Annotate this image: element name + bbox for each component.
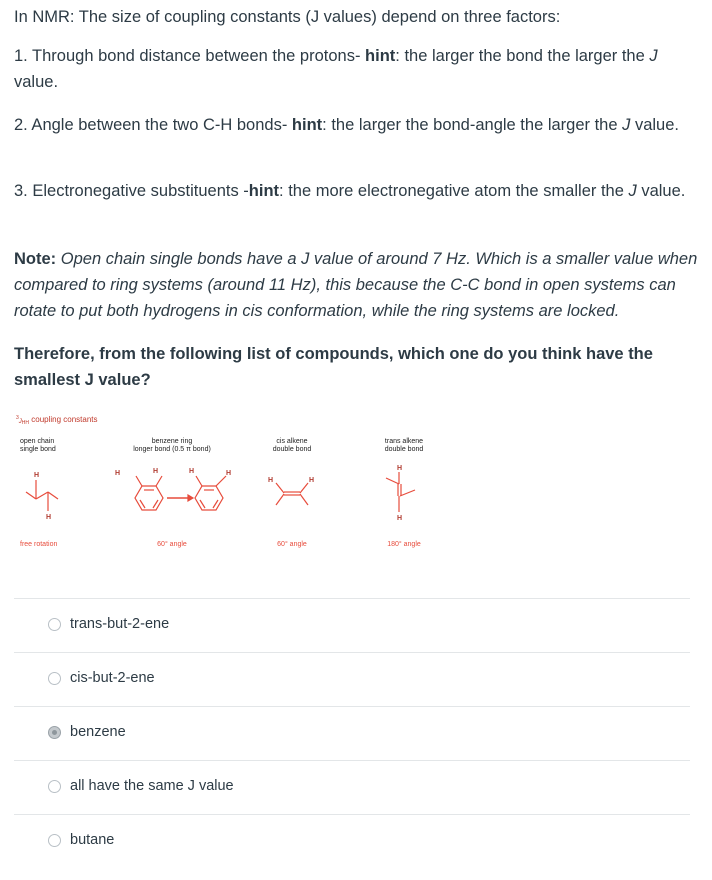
col2-line2: longer bond (0.5 π bond): [133, 446, 211, 453]
figure-title: $^3_J$HH coupling constants: [16, 415, 98, 426]
answer-option-5[interactable]: [14, 814, 690, 868]
question-intro: In NMR: The size of coupling constants (J values) depend on three factors:: [14, 8, 561, 26]
answer-list: [14, 598, 690, 868]
trans-alkene-h-top: H: [397, 465, 403, 472]
benzene-h-2: H: [153, 468, 159, 475]
cis-alkene-h-right: H: [309, 477, 315, 484]
col1-line1: open chain: [20, 438, 55, 445]
open-chain-h-top: H: [34, 472, 40, 479]
coupling-constants-figure: [12, 412, 692, 562]
benzene-structure: [135, 476, 226, 510]
question-prompt: Therefore, from the following list of compounds, which one do you think have the smallest J value?: [14, 345, 653, 389]
answer-label[interactable]: benzene: [70, 724, 126, 740]
col1-line2: single bond: [20, 446, 56, 453]
factor-2: 2. Angle between the two C-H bonds- hint: the larger the bond-angle the larger the J value.: [14, 116, 679, 134]
answer-label[interactable]: butane: [70, 832, 115, 848]
cis-alkene-structure: [276, 483, 308, 505]
benzene-h-1: H: [115, 470, 121, 477]
radio-button[interactable]: [48, 672, 61, 685]
answer-option-1[interactable]: [14, 598, 690, 652]
radio-button[interactable]: [48, 618, 61, 631]
radio-button[interactable]: [48, 834, 61, 847]
answer-option-3[interactable]: [14, 706, 690, 760]
answer-option-2[interactable]: [14, 652, 690, 706]
trans-alkene-h-bottom: H: [397, 515, 403, 522]
col2-line1: benzene ring: [151, 438, 193, 445]
benzene-h-4: H: [226, 470, 232, 477]
col4-line1: trans alkene: [384, 438, 424, 445]
factor-1: 1. Through bond distance between the protons- hint: the larger the bond the larger the J value.: [14, 47, 658, 91]
answer-option-4[interactable]: [14, 760, 690, 814]
radio-button-selected[interactable]: [48, 726, 61, 739]
col1-angle: free rotation: [20, 541, 58, 548]
answer-label[interactable]: cis-but-2-ene: [70, 670, 155, 686]
open-chain-structure: [26, 480, 58, 511]
trans-alkene-structure: [386, 472, 415, 512]
open-chain-h-bottom: H: [46, 514, 52, 521]
note-paragraph: Note: Open chain single bonds have a J value of around 7 Hz. Which is a smaller value when compared to ring systems (around 11 Hz), this because the C-C bond in open systems can rotate to put both hydrogens in cis conformation, while the ring systems are locked.: [14, 250, 698, 320]
factor-3: 3. Electronegative substituents -hint: the more electronegative atom the smaller the J value.: [14, 182, 686, 200]
cis-alkene-h-left: H: [268, 477, 274, 484]
col3-angle: 60° angle: [277, 541, 307, 548]
col4-angle: 180° angle: [387, 541, 421, 548]
col2-angle: 60° angle: [157, 541, 187, 548]
benzene-h-3: H: [189, 468, 195, 475]
answer-label[interactable]: trans-but-2-ene: [70, 616, 170, 632]
col3-line2: double bond: [272, 446, 312, 453]
answer-label[interactable]: all have the same J value: [70, 778, 234, 794]
radio-button[interactable]: [48, 780, 61, 793]
col3-line1: cis alkene: [276, 438, 308, 445]
col4-line2: double bond: [384, 446, 424, 453]
